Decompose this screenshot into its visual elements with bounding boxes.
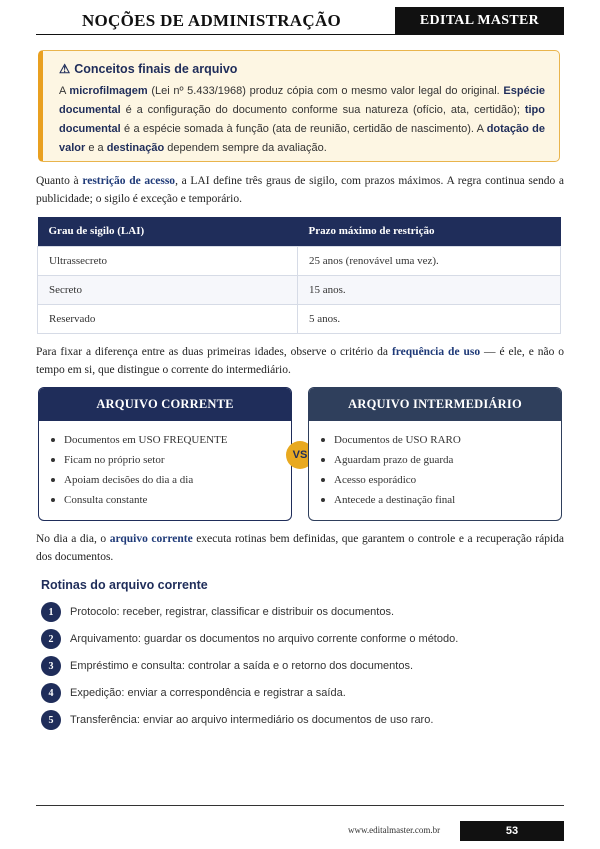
step-text: Empréstimo e consulta: controlar a saída e o retorno dos documentos. — [70, 660, 414, 672]
step-item — [41, 656, 413, 676]
step-number-badge: 2 — [41, 629, 61, 649]
bullet-icon — [321, 498, 325, 502]
paragraph-access-restriction: Quanto à restrição de acesso, a LAI define três graus de sigilo, com prazos máximos. A regra continua sendo a publicidade; o sigilo é exceção e temporário. — [36, 175, 564, 205]
bullet-icon — [321, 458, 325, 462]
card-arquivo-intermediario — [308, 387, 562, 521]
page-title: NOÇÕES DE ADMINISTRAÇÃO — [81, 10, 342, 30]
step-number-badge: 5 — [41, 710, 61, 730]
step-text: Transferência: enviar ao arquivo intermediário os documentos de uso raro. — [70, 714, 434, 726]
card-arquivo-corrente — [38, 387, 292, 521]
callout-body: A microfilmagem (Lei nº 5.433/1968) produz cópia com o mesmo valor legal do original. Espécie documental é a configuração do documento conforme sua natureza (ofício, ata, certidão); tipo documental é a espécie somada à função (ata de reunião, certidão de nascimento). A dotação de valor e a destinação dependem sempre da avaliação. — [59, 85, 546, 154]
bullet-icon — [321, 478, 325, 482]
callout-title-text: Conceitos finais de arquivo — [74, 61, 238, 76]
card-title: ARQUIVO INTERMEDIÁRIO — [309, 388, 561, 421]
table-cell: Secreto — [38, 275, 298, 304]
step-text: Arquivamento: guardar os documentos no arquivo corrente conforme o método. — [70, 633, 459, 645]
callout-box — [38, 50, 560, 162]
card-list — [309, 421, 561, 510]
step-item — [41, 683, 346, 703]
callout-title — [59, 61, 545, 76]
table-cell: 15 anos. — [298, 275, 561, 304]
list-item — [51, 450, 291, 470]
list-item — [51, 470, 291, 490]
card-list — [39, 421, 291, 510]
card-title: ARQUIVO CORRENTE — [39, 388, 291, 421]
list-item-text: Aguardam prazo de guarda — [334, 454, 454, 466]
list-item-text: Documentos de USO RARO — [334, 434, 461, 446]
bullet-icon — [51, 458, 55, 462]
table-header-cell: Grau de sigilo (LAI) — [38, 217, 298, 246]
step-number-badge: 1 — [41, 602, 61, 622]
bullet-icon — [51, 478, 55, 482]
list-item-text: Acesso esporádico — [334, 474, 417, 486]
table-cell: 25 anos (renovável uma vez). — [298, 246, 561, 275]
page-number: 53 — [460, 821, 564, 841]
table-row — [38, 246, 561, 275]
table-cell: Ultrassecreto — [38, 246, 298, 275]
list-item — [51, 490, 291, 510]
bullet-icon — [51, 438, 55, 442]
paragraph-frequency: Para fixar a diferença entre as duas primeiras idades, observe o critério da frequência de uso — é ele, e não o tempo em si, que distingue o corrente do intermediário. — [36, 346, 565, 376]
list-item-text: Documentos em USO FREQUENTE — [64, 434, 228, 446]
step-item — [41, 602, 394, 622]
list-item-text: Consulta constante — [64, 494, 148, 506]
step-text: Protocolo: receber, registrar, classificar e distribuir os documentos. — [70, 606, 395, 618]
list-item — [321, 490, 561, 510]
brand-badge: EDITAL MASTER — [395, 7, 564, 35]
footer-divider — [36, 805, 564, 806]
page-header — [36, 7, 564, 35]
paragraph-routines-intro: No dia a dia, o arquivo corrente executa rotinas bem definidas, que garantem o controle e a recuperação rápida dos documentos. — [36, 533, 565, 563]
step-text: Expedição: enviar a correspondência e registrar a saída. — [70, 687, 346, 699]
list-item-text: Antecede a destinação final — [334, 494, 456, 506]
table-row — [38, 304, 561, 333]
bullet-icon — [51, 498, 55, 502]
table-header-cell: Prazo máximo de restrição — [298, 217, 561, 246]
list-item — [51, 430, 291, 450]
step-number-badge: 4 — [41, 683, 61, 703]
bullet-icon — [321, 438, 325, 442]
table-cell: Reservado — [38, 304, 298, 333]
list-item — [321, 430, 561, 450]
step-item — [41, 629, 458, 649]
table-row — [38, 275, 561, 304]
list-item-text: Ficam no próprio setor — [64, 454, 165, 466]
step-item — [41, 710, 433, 730]
step-number-badge: 3 — [41, 656, 61, 676]
vs-badge: VS — [286, 441, 314, 469]
secrecy-table — [37, 217, 561, 334]
list-item — [321, 470, 561, 490]
list-item-text: Apoiam decisões do dia a dia — [64, 474, 194, 486]
table-cell: 5 anos. — [298, 304, 561, 333]
warning-icon: ⚠ — [59, 62, 71, 76]
section-title: Rotinas do arquivo corrente — [41, 578, 208, 592]
table-header-row — [38, 217, 561, 246]
list-item — [321, 450, 561, 470]
footer-url: www.editalmaster.com.br — [348, 825, 441, 835]
